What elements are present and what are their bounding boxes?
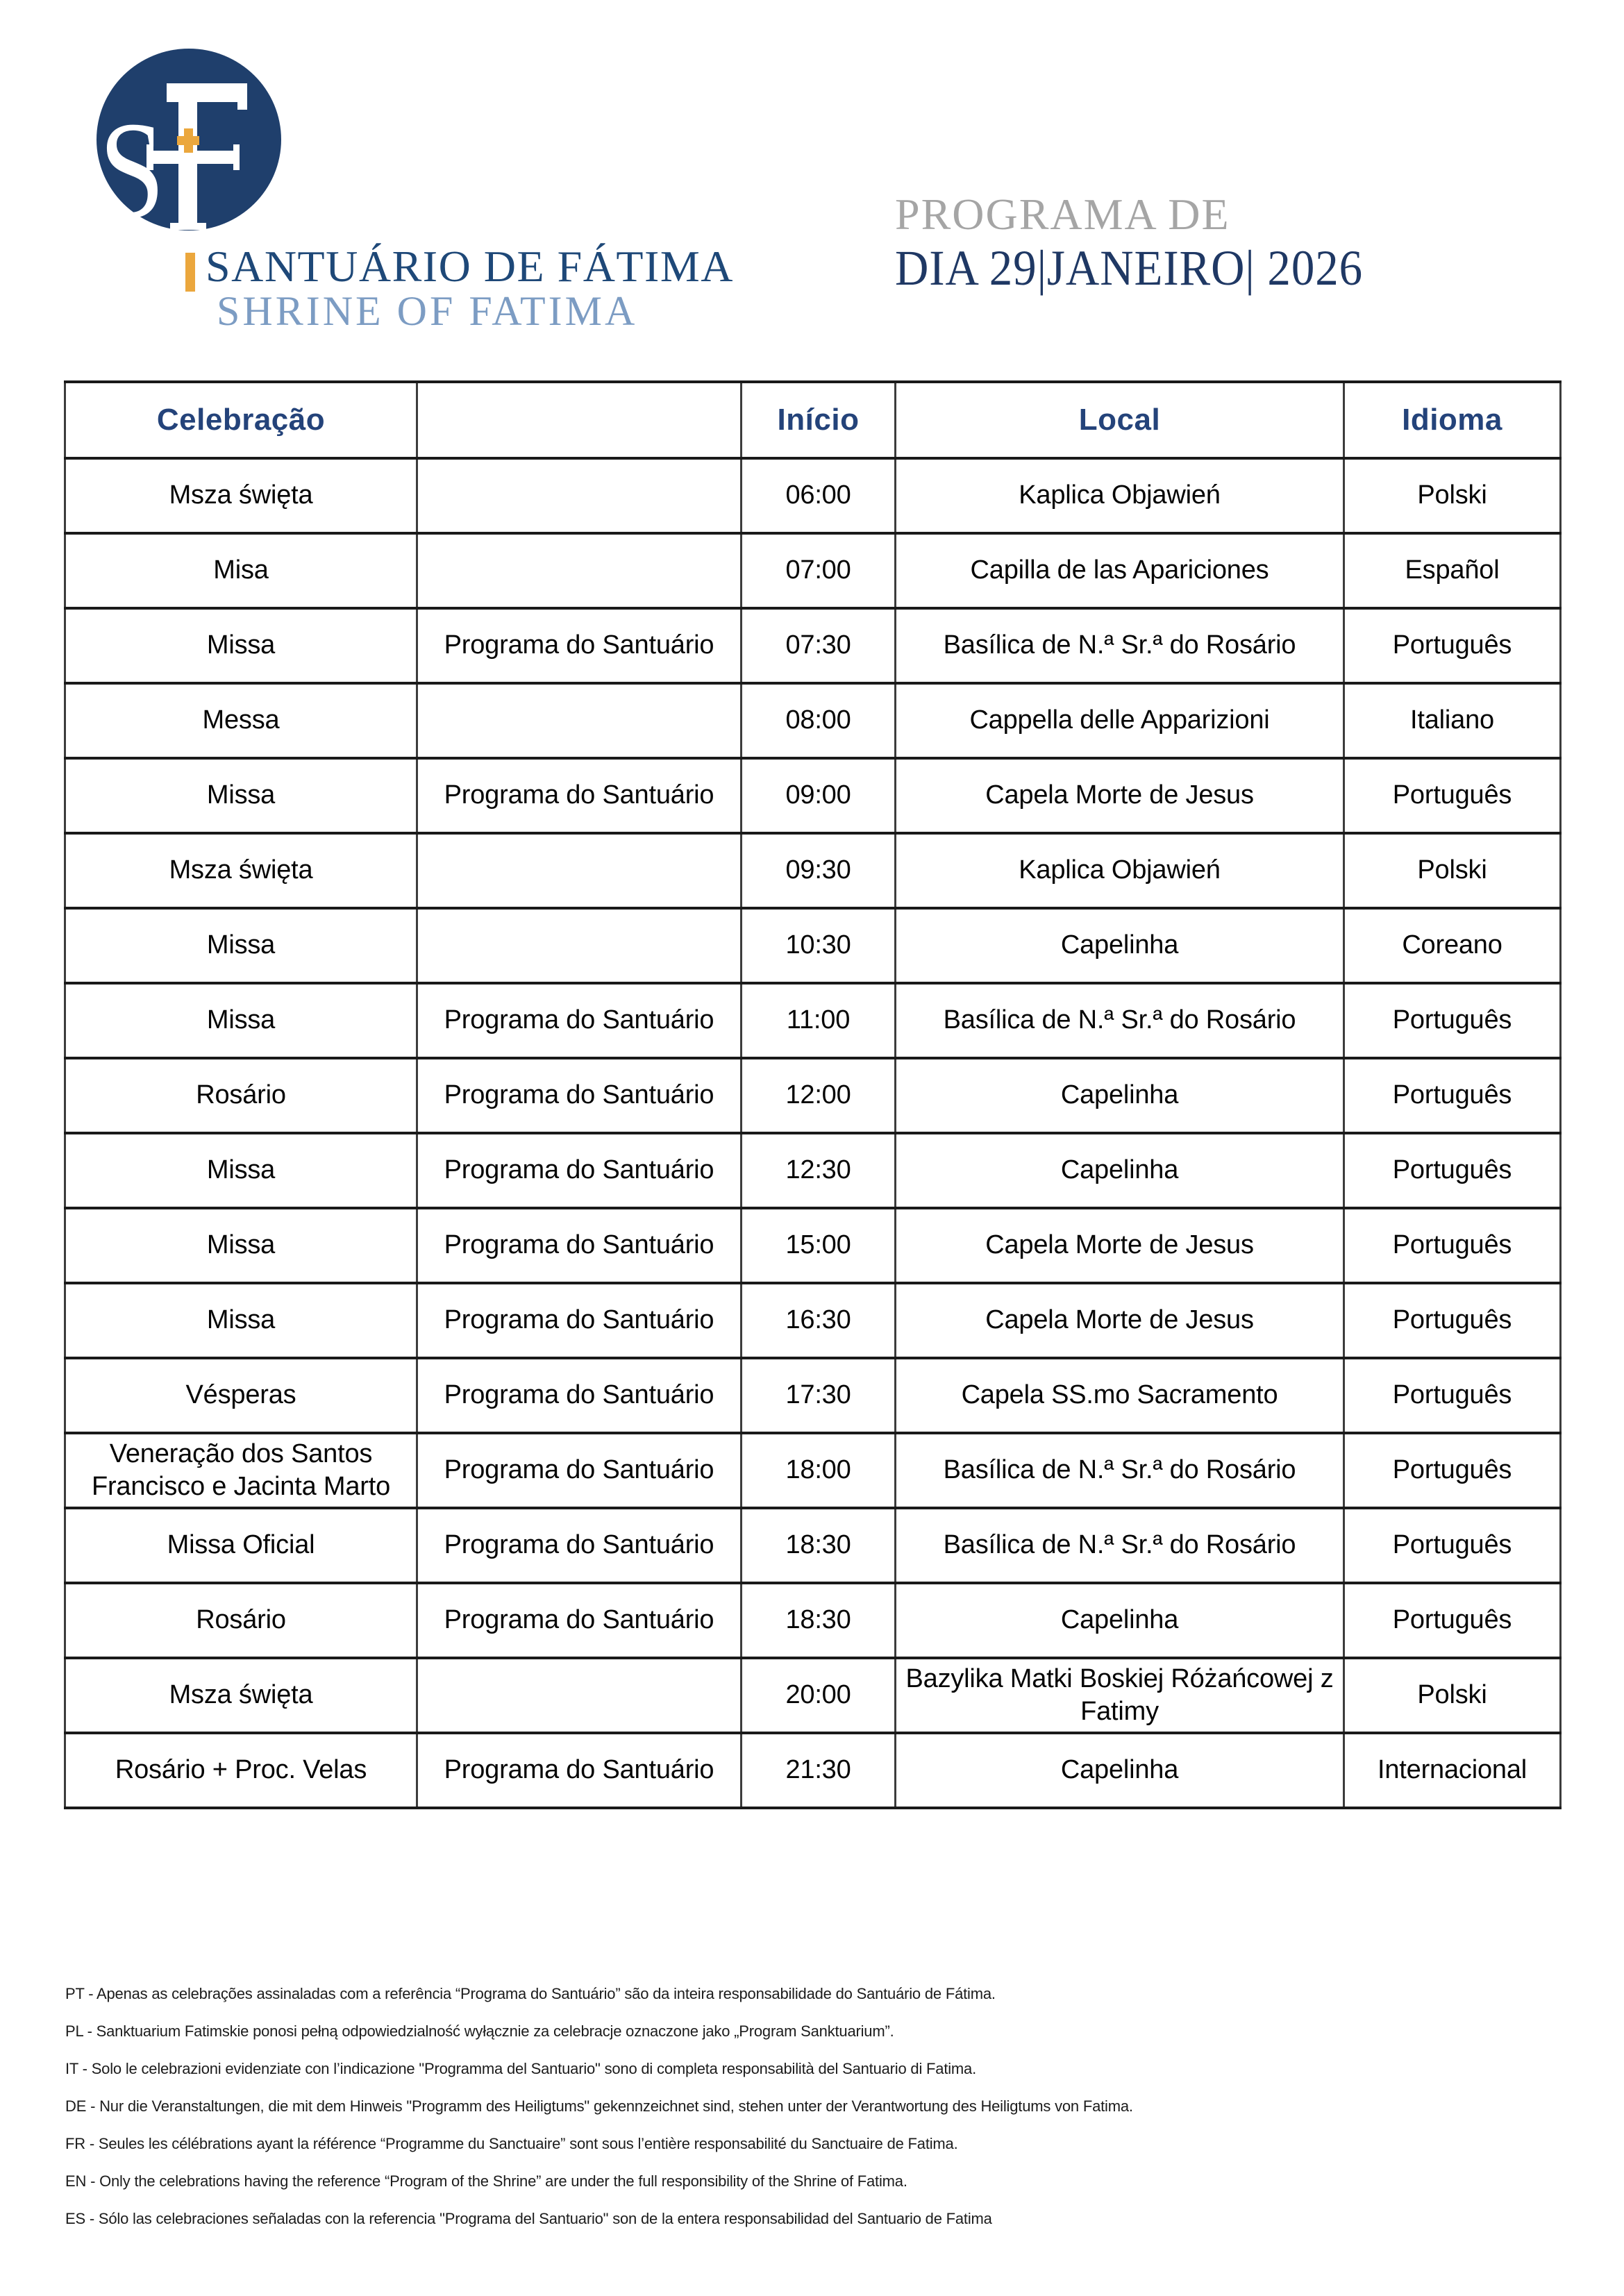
- footnote-en: EN - Only the celebrations having the reference “Program of the Shrine” are under the full responsibility of the Shrine of Fatima.: [65, 2172, 907, 2190]
- footnote-de: DE - Nur die Veranstaltungen, die mit dem Hinweis "Programm des Heiligtums" gekennzeichnet sind, stehen unter der Verantwortung des Heiligtums von Fatima.: [65, 2097, 1133, 2115]
- cell-time: 06:00: [742, 458, 896, 533]
- cell-time: 17:30: [742, 1358, 896, 1433]
- col-header-language: Idioma: [1344, 382, 1561, 458]
- cell-language: Coreano: [1344, 908, 1561, 983]
- cell-celebration: Missa: [65, 1208, 417, 1283]
- footnote-fr: FR - Seules les célébrations ayant la référence “Programme du Sanctuaire” sont sous l’entière responsabilité du Sanctuaire de Fatima.: [65, 2135, 958, 2152]
- cell-program: [417, 833, 742, 908]
- cell-time: 10:30: [742, 908, 896, 983]
- cell-program: Programa do Santuário: [417, 1583, 742, 1658]
- cell-celebration: Msza święta: [65, 458, 417, 533]
- table-row: [65, 908, 1561, 983]
- cell-program: Programa do Santuário: [417, 1058, 742, 1133]
- cell-celebration: Missa: [65, 1133, 417, 1208]
- cell-language: Português: [1344, 1208, 1561, 1283]
- table-row: [65, 1358, 1561, 1433]
- cell-program: Programa do Santuário: [417, 608, 742, 683]
- cell-celebration: Messa: [65, 683, 417, 758]
- cell-location: Capelinha: [896, 1583, 1344, 1658]
- cell-program: Programa do Santuário: [417, 1433, 742, 1508]
- table-row: [65, 683, 1561, 758]
- cell-language: Português: [1344, 758, 1561, 833]
- cell-language: Português: [1344, 1508, 1561, 1583]
- cell-time: 09:30: [742, 833, 896, 908]
- col-header-time: Início: [742, 382, 896, 458]
- cell-celebration: Msza święta: [65, 1658, 417, 1733]
- cell-language: Português: [1344, 1358, 1561, 1433]
- table-row: [65, 983, 1561, 1058]
- cell-time: 07:30: [742, 608, 896, 683]
- footnote-it: IT - Solo le celebrazioni evidenziate con l’indicazione "Programma del Santuario" sono di completa responsabilità del Santuario di Fatima.: [65, 2060, 977, 2077]
- cell-language: Español: [1344, 533, 1561, 608]
- cell-program: Programa do Santuário: [417, 1133, 742, 1208]
- schedule-table-header: [65, 382, 1561, 458]
- cell-celebration: Missa: [65, 908, 417, 983]
- cell-celebration: Rosário: [65, 1583, 417, 1658]
- cell-language: Português: [1344, 608, 1561, 683]
- cell-location: Basílica de N.ª Sr.ª do Rosário: [896, 1433, 1344, 1508]
- cell-program: [417, 1658, 742, 1733]
- shrine-logo-icon: [0, 0, 333, 257]
- cell-time: 12:00: [742, 1058, 896, 1133]
- cell-program: Programa do Santuário: [417, 1508, 742, 1583]
- cell-time: 20:00: [742, 1658, 896, 1733]
- cell-program: Programa do Santuário: [417, 1283, 742, 1358]
- cell-program: [417, 683, 742, 758]
- cell-celebration: Missa: [65, 1283, 417, 1358]
- cell-program: Programa do Santuário: [417, 758, 742, 833]
- document-title-line1: PROGRAMA DE: [895, 190, 1230, 239]
- cell-time: 07:00: [742, 533, 896, 608]
- cell-time: 08:00: [742, 683, 896, 758]
- cell-program: Programa do Santuário: [417, 1733, 742, 1808]
- footnote-es: ES - Sólo las celebraciones señaladas con la referencia "Programa del Santuario" son de la entera responsabilidad del Santuario de Fatima: [65, 2210, 992, 2227]
- table-row: [65, 1658, 1561, 1733]
- cell-celebration: Missa Oficial: [65, 1508, 417, 1583]
- cell-time: 12:30: [742, 1133, 896, 1208]
- gold-divider-bar: [185, 253, 195, 292]
- cell-location: Bazylika Matki Boskiej Różańcowej z Fatimy: [896, 1658, 1344, 1733]
- cell-time: 15:00: [742, 1208, 896, 1283]
- cell-location: Kaplica Objawień: [896, 833, 1344, 908]
- cell-celebration: Missa: [65, 983, 417, 1058]
- table-row: [65, 1283, 1561, 1358]
- cell-location: Basílica de N.ª Sr.ª do Rosário: [896, 1508, 1344, 1583]
- cell-language: Polski: [1344, 458, 1561, 533]
- footnotes: [65, 1984, 1523, 2247]
- cell-time: 21:30: [742, 1733, 896, 1808]
- cell-program: [417, 908, 742, 983]
- col-header-location: Local: [896, 382, 1344, 458]
- cell-program: Programa do Santuário: [417, 983, 742, 1058]
- cell-time: 09:00: [742, 758, 896, 833]
- cell-celebration: Rosário + Proc. Velas: [65, 1733, 417, 1808]
- cell-celebration: Rosário: [65, 1058, 417, 1133]
- table-row: [65, 1133, 1561, 1208]
- cell-language: Internacional: [1344, 1733, 1561, 1808]
- brand-name-english: SHRINE OF FATIMA: [217, 288, 638, 334]
- cell-program: Programa do Santuário: [417, 1358, 742, 1433]
- col-header-celebration: Celebração: [65, 382, 417, 458]
- cell-celebration: Vésperas: [65, 1358, 417, 1433]
- cell-time: 18:30: [742, 1583, 896, 1658]
- header-row: [65, 382, 1561, 458]
- cell-location: Capelinha: [896, 1058, 1344, 1133]
- table-row: [65, 1208, 1561, 1283]
- cell-celebration: Missa: [65, 608, 417, 683]
- table-row: [65, 533, 1561, 608]
- cell-location: Capelinha: [896, 908, 1344, 983]
- cell-language: Italiano: [1344, 683, 1561, 758]
- cell-location: Kaplica Objawień: [896, 458, 1344, 533]
- cell-location: Capela SS.mo Sacramento: [896, 1358, 1344, 1433]
- cell-language: Português: [1344, 983, 1561, 1058]
- table-row: [65, 458, 1561, 533]
- cell-location: Capelinha: [896, 1733, 1344, 1808]
- cell-location: Cappella delle Apparizioni: [896, 683, 1344, 758]
- cell-location: Capilla de las Apariciones: [896, 533, 1344, 608]
- cell-language: Português: [1344, 1283, 1561, 1358]
- cell-location: Basílica de N.ª Sr.ª do Rosário: [896, 608, 1344, 683]
- cell-location: Capela Morte de Jesus: [896, 758, 1344, 833]
- logo-s-letter: S: [99, 94, 165, 247]
- cell-program: [417, 533, 742, 608]
- document-title-date: DIA 29|JANEIRO| 2026: [895, 240, 1364, 296]
- cell-program: Programa do Santuário: [417, 1208, 742, 1283]
- footnote-pl: PL - Sanktuarium Fatimskie ponosi pełną odpowiedzialność wyłącznie za celebracje oznaczone jako „Program Sanktuarium”.: [65, 2022, 894, 2040]
- cell-language: Português: [1344, 1058, 1561, 1133]
- table-row: [65, 1733, 1561, 1808]
- cell-location: Capela Morte de Jesus: [896, 1208, 1344, 1283]
- table-row: [65, 608, 1561, 683]
- cell-celebration: Msza święta: [65, 833, 417, 908]
- schedule-table-body: [65, 458, 1561, 1808]
- table-row: [65, 1433, 1561, 1508]
- cell-language: Português: [1344, 1583, 1561, 1658]
- cell-time: 16:30: [742, 1283, 896, 1358]
- cell-language: Polski: [1344, 1658, 1561, 1733]
- table-row: [65, 1583, 1561, 1658]
- cell-celebration: Veneração dos Santos Francisco e Jacinta Marto: [65, 1433, 417, 1508]
- cell-time: 18:00: [742, 1433, 896, 1508]
- cell-location: Capela Morte de Jesus: [896, 1283, 1344, 1358]
- cell-language: Português: [1344, 1133, 1561, 1208]
- table-row: [65, 833, 1561, 908]
- col-header-program: [417, 382, 742, 458]
- cell-location: Basílica de N.ª Sr.ª do Rosário: [896, 983, 1344, 1058]
- cell-time: 18:30: [742, 1508, 896, 1583]
- table-row: [65, 1058, 1561, 1133]
- cell-program: [417, 458, 742, 533]
- cell-location: Capelinha: [896, 1133, 1344, 1208]
- table-row: [65, 758, 1561, 833]
- brand-name-portuguese: SANTUÁRIO DE FÁTIMA: [206, 242, 734, 291]
- table-row: [65, 1508, 1561, 1583]
- schedule-table: [64, 380, 1562, 1809]
- footnote-pt: PT - Apenas as celebrações assinaladas com a referência “Programa do Santuário” são da inteira responsabilidade do Santuário de Fátima.: [65, 1985, 996, 2002]
- cell-language: Português: [1344, 1433, 1561, 1508]
- cell-celebration: Misa: [65, 533, 417, 608]
- cell-language: Polski: [1344, 833, 1561, 908]
- cell-celebration: Missa: [65, 758, 417, 833]
- cell-time: 11:00: [742, 983, 896, 1058]
